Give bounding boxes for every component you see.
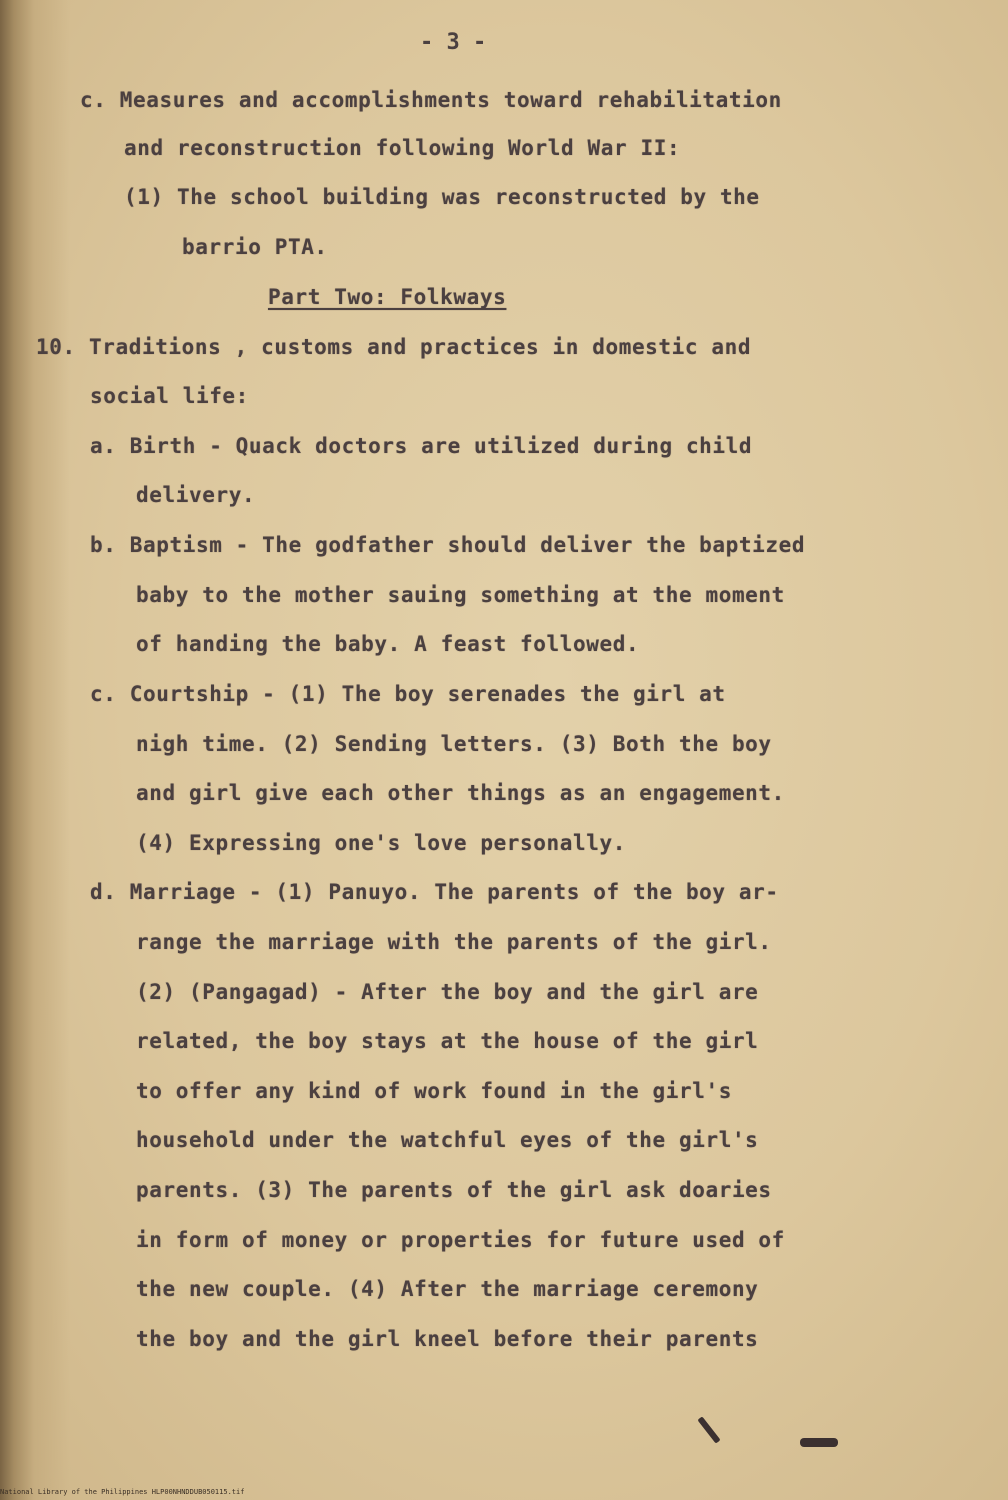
text-line-2: and reconstruction following World War II: [124, 136, 681, 160]
text-line-6: 10. Traditions , customs and practices in domestic and [36, 335, 752, 359]
text-line-19: (2) (Pangagad) - After the boy and the girl are [136, 980, 759, 1004]
text-line-4: barrio PTA. [182, 235, 328, 259]
text-line-9: delivery. [136, 483, 256, 507]
text-line-20: related, the boy stays at the house of the girl [136, 1029, 759, 1053]
text-line-10: b. Baptism - The godfather should deliver the baptized [90, 533, 806, 557]
text-line-24: in form of money or properties for future used of [136, 1228, 785, 1252]
text-line-17: d. Marriage - (1) Panuyo. The parents of the boy ar- [90, 880, 779, 904]
text-line-22: household under the watchful eyes of the girl's [136, 1128, 759, 1152]
text-line-8: a. Birth - Quack doctors are utilized during child [90, 434, 753, 458]
text-line-7: social life: [90, 384, 249, 408]
ink-mark [697, 1416, 720, 1443]
text-line-1: c. Measures and accomplishments toward rehabilitation [80, 88, 782, 112]
text-line-16: (4) Expressing one's love personally. [136, 831, 626, 855]
text-line-3: (1) The school building was reconstructed by the [124, 185, 760, 209]
text-line-21: to offer any kind of work found in the girl's [136, 1079, 732, 1103]
text-line-26: the boy and the girl kneel before their parents [136, 1327, 759, 1351]
text-line-13: c. Courtship - (1) The boy serenades the girl at [90, 682, 726, 706]
text-line-23: parents. (3) The parents of the girl ask doaries [136, 1178, 772, 1202]
text-line-12: of handing the baby. A feast followed. [136, 632, 640, 656]
ink-smudge [800, 1438, 838, 1447]
text-line-25: the new couple. (4) After the marriage ceremony [136, 1277, 759, 1301]
scan-footer: National Library of the Philippines HLP00NHNDDUB050115.tif [0, 1488, 245, 1496]
text-line-14: nigh time. (2) Sending letters. (3) Both the boy [136, 732, 772, 756]
text-line-15: and girl give each other things as an engagement. [136, 781, 785, 805]
text-line-11: baby to the mother sauing something at the moment [136, 583, 785, 607]
text-line-18: range the marriage with the parents of the girl. [136, 930, 772, 954]
page-number: - 3 - [420, 30, 487, 55]
section-heading: Part Two: Folkways [268, 285, 507, 309]
